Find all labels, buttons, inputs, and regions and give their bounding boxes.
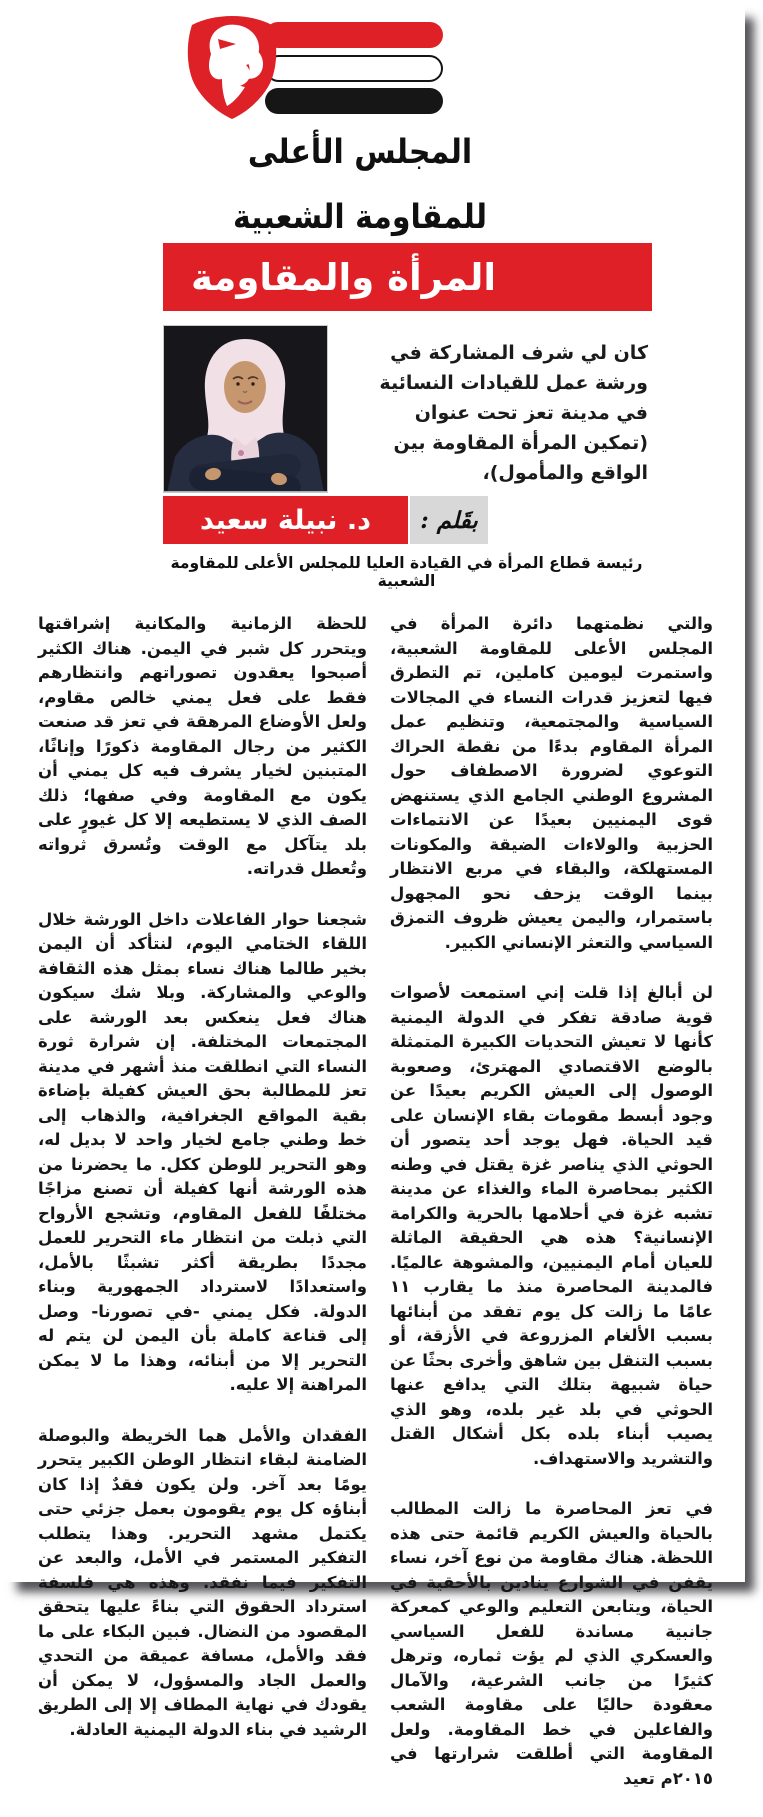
org-logo [185,14,447,120]
byline-label-box [410,496,488,544]
flag-stripes [265,22,443,114]
portrait-image [163,325,328,493]
paragraph: شجعنا حوار الفاعلات داخل الورشة خلال اللقاء الختامي اليوم، لنتأكد أن اليمن بخير طالما هناك نساء بمثل هذه الثقافة والوعي والمشاركة. وبلا شك سيكون هناك فعل ينعكس بعد الورشة على المجتمعات المختلفة. إن شرارة ثورة النساء التي انطلقت منذ أشهر في مدينة تعز للمطالبة بحق العيش كفيلة بإضاءة بقية المواقع الجغرافية، والذهاب إلى خط وطني جامع لخيار واحد لا بديل له، وهو التحرير للوطن ككل. ما يحضرنا من هذه الورشة أنها كفيلة أن تصنع مزاجًا مختلفًا للفعل المقاوم، وتشجع الأرواح التي ذبلت من انتظار ماء التحرير للعمل مجددًا بطريقة أكثر تشبثًا بالأمل، واستعدادًا لاسترداد الجمهورية وبناء الدولة. فكل يمني -في تصورنا- وصل إلى قناعة كاملة بأن اليمن لن يتم له التحرير إلا من أبنائه، وهذا ما لا يمكن المراهنة إلا عليه. [38,909,367,1394]
paragraph: الفقدان والأمل هما الخريطة والبوصلة الضامنة لبقاء انتظار الوطن الكبير يتحرر يومًا بعد آخر. ولن يكون فقدٌ إذا كان أبناؤه كل يوم يقومون بعمل جزئي حتى يكتمل مشهد التحرير. وهذا يتطلب التفكير المستمر في الأمل، والبعد عن التفكير فيما نفقد. وهذه هي فلسفة استرداد الحقوق التي بناءً عليها يتحقق المقصود من النضال. فبين البكاء على ما فقد والأمل، مسافة عميقة من التحدي والعمل الجاد والمسؤول، لا يمكن أن يقودك في نهاية المطاف إلا إلى الطريق الرشيد في بناء الدولة اليمنية العادلة. [38,1425,367,1739]
article-title: المرأة والمقاومة [190,255,497,299]
falcon-shield-icon [188,16,276,119]
paragraph: للحظة الزمانية والمكانية إشراقتها ويتحرر كل شبر في اليمن. هناك الكثير أصبحوا يعقدون تصوراتهم وانتظارهم فقط على فعل يمني خالص مقاوم، ولعل الأوضاع المرهقة في تعز قد صنعت الكثير من رجال المقاومة ذكورًا وإناثًا، المتبنين لخيار يشرف فيه كل يمني أن يكون مع المقاومة وفي صفها؛ ذلك الصف الذي لا يستطيعه إلا كل غيورٍ على بلد يتآكل مع الوقت وتُسرق ثرواته وتُعطل قدراته. [38,614,367,878]
byline-label: بقَلم : [420,506,478,534]
author-photo [163,325,328,493]
author-name: د. نبيلة سعيد [200,504,371,536]
face [224,361,266,413]
paragraph: لن أبالغ إذا قلت إني استمعت لأصوات قوية صادقة تفكر في الدولة اليمنية كأنها لا تعيش التحديات الكبيرة المتمثلة بالوضع الاقتصادي المهترئ، وصعوبة الوصول إلى العيش الكريم بعيدًا عن وجود أبسط مقومات بقاء الإنسان على قيد الحياة. فهل يوجد أحد يتصور أن الحوثي الذي يناصر غزة يقتل في وطنه الكثير بمحاصرة الماء والغذاء عن مدينة تشبه غزة في أحلامها بالحرية والكرامة الإنسانية؟ هذه هي الحقيقة الماثلة للعيان أمام اليمنيين، والمشوهة عالميًا. فالمدينة المحاصرة منذ ما يقارب ١١ عامًا ما زالت كل يوم تفقد من أبنائها بسبب الألغام المزروعة في الأزقة، أو بسبب التنقل بين شاهق وأخرى بحثًا عن حياة شبيهة بتلك التي يدافع عنها الحوثي في بلد غير بلده، وهو الذي يصيب أبناء بلده بكل أشكال القتل والتشريد والاستهداف. [390,983,713,1468]
article-title-banner [163,243,652,311]
author-title: رئيسة قطاع المرأة في القيادة العليا للمجلس الأعلى للمقاومة الشعبية [170,554,643,590]
falcon-shield-flag-icon [185,14,447,120]
author-name-box [163,496,408,544]
org-name-calligraphy: المجلس الأعلى للمقاومة الشعبية [232,132,488,237]
body-column-left [38,612,367,1768]
paragraph: في تعز المحاصرة ما زالت المطالب بالحياة والعيش الكريم قائمة حتى هذه اللحظة. هناك مقاومة من نوع آخر، نساء يقفن في الشوارع ينادين بالأحقية في الحياة، ويتابعن التعليم والوعي كمعركة جانبية مساندة للفعل السياسي والعسكري الذي لم يؤت ثماره، وترهل كثيرًا من جانب الشرعية، والآمال معقودة حاليًا على مقاومة الشعب والفاعلين في خط المقاومة. ولعل المقاومة التي أطلقت شرارتها في ٢٠١٥م تعيد [390,1499,713,1788]
paragraph: والتي نظمتهما دائرة المرأة في المجلس الأعلى للمقاومة الشعبية، واستمرت ليومين كاملين، تم التطرق فيها لتعزيز قدرات النساء في المجالات السياسية والمجتمعية، وتنظيم عمل المرأة المقاوم بدءًا من نقطة الحراك التوعوي لضرورة الاصطفاف حول المشروع الوطني الجامع الذي يستنهض قوى اليمنيين بعيدًا عن الانتماءات الحزبية والولاءات الضيقة والمكونات المستهلكة، والبقاء في مربع الانتظار بينما الوقت يزحف نحو المجهول باستمرار، واليمن يعيش ظروف التمزق السياسي والتعثر الإنساني الكبير. [390,614,713,952]
body-column-right [390,612,713,1817]
article-intro: كان لي شرف المشاركة في ورشة عمل للقيادات النسائية في مدينة تعز تحت عنوان (تمكين المرأة المقاومة بين الواقع والمأمول)، [379,342,648,484]
